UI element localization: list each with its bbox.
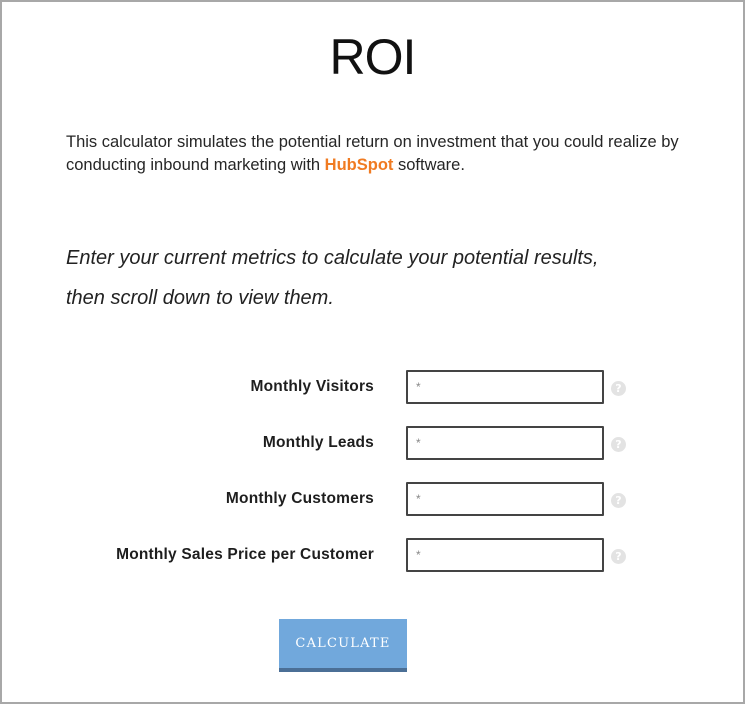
- monthly-sales-price-input[interactable]: [406, 538, 604, 572]
- monthly-visitors-label: Monthly Visitors: [250, 378, 374, 395]
- monthly-leads-input[interactable]: [406, 426, 604, 460]
- monthly-sales-price-label: Monthly Sales Price per Customer: [116, 546, 374, 563]
- intro-text-end: software.: [393, 156, 465, 174]
- monthly-customers-label: Monthly Customers: [225, 490, 374, 507]
- instructions-text: [66, 238, 706, 318]
- question-icon[interactable]: ?: [611, 493, 626, 508]
- question-icon[interactable]: ?: [611, 437, 626, 452]
- question-icon[interactable]: ?: [611, 381, 626, 396]
- question-icon[interactable]: ?: [611, 549, 626, 564]
- instructions-line-2: then scroll down to view them.: [66, 287, 334, 309]
- instructions-line-1: Enter your current metrics to calculate your potential results,: [66, 247, 599, 269]
- monthly-leads-label: Monthly Leads: [262, 434, 374, 451]
- intro-text-start: This calculator simulates the potential return on investment that you could realize by conducting inbound marketing with: [66, 133, 679, 174]
- brand-name: HubSpot: [324, 156, 394, 174]
- calculate-button[interactable]: CALCULATE: [279, 619, 407, 672]
- monthly-customers-input[interactable]: [406, 482, 604, 516]
- page-title: ROI: [329, 29, 416, 85]
- intro-text: [66, 131, 686, 177]
- monthly-visitors-input[interactable]: [406, 370, 604, 404]
